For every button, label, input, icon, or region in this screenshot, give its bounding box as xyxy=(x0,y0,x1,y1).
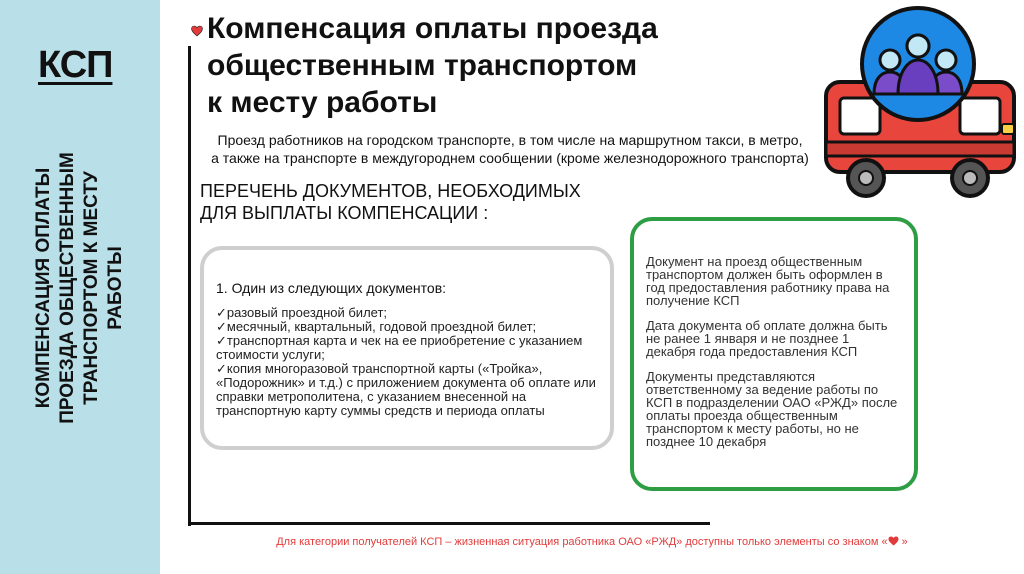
footer-text: Для категории получателей КСП – жизненная ситуация работника ОАО «РЖД» доступны только элементы со знаком « xyxy=(276,536,888,548)
note-paragraph: Документы представляются ответственному за ведение работы по КСП в подразделении ОАО «РЖД» после оплаты проезда общественным транспортом к месту работы, но не позднее 10 декабря xyxy=(646,369,898,449)
sidebar xyxy=(0,0,160,574)
title-line: общественным транспортом xyxy=(207,49,638,82)
list-item: ✓месячный, квартальный, годовой проездной билет; xyxy=(216,319,537,334)
frame-vertical-line xyxy=(188,46,191,526)
heart-icon xyxy=(191,25,203,37)
list-item: ✓разовый проездной билет; xyxy=(216,305,388,320)
subtitle-line: а также на транспорте в междугороднем сообщении (кроме железнодорожного транспорта) xyxy=(211,150,809,166)
page-title xyxy=(207,10,787,121)
note-paragraph: Документ на проезд общественным транспортом должен быть оформлен в год предоставления работнику права на получение КСП xyxy=(646,254,890,308)
documents-list-box xyxy=(200,246,614,450)
frame-horizontal-line xyxy=(188,522,710,525)
documents-list-heading: 1. Один из следующих документов: xyxy=(216,280,447,296)
note-paragraph: Дата документа об оплате должна быть не ранее 1 января и не позднее 1 декабря года предоставления КСП xyxy=(646,318,888,359)
subtitle-line: Проезд работников на городском транспорте, в том числе на маршрутном такси, в метро, xyxy=(217,132,803,148)
notes-box xyxy=(630,217,918,491)
bus-passengers-icon xyxy=(818,2,1024,202)
list-item: ✓копия многоразовой транспортной карты («Тройка», «Подорожник» и т.д.) с приложением документа об оплате или справки метрополитена, с указанием внесенной на транспортную карту суммы средств и периода оплаты xyxy=(216,361,596,418)
sidebar-vertical-title: КОМПЕНСАЦИЯ ОПЛАТЫ ПРОЕЗДА ОБЩЕСТВЕННЫМ ТРАНСПОРТОМ К МЕСТУ РАБОТЫ xyxy=(33,152,126,424)
title-line: Компенсация оплаты проезда xyxy=(207,12,658,45)
documents-heading-line: ПЕРЕЧЕНЬ ДОКУМЕНТОВ, НЕОБХОДИМЫХ xyxy=(200,181,581,201)
documents-heading-line: ДЛЯ ВЫПЛАТЫ КОМПЕНСАЦИИ : xyxy=(200,203,489,223)
documents-heading xyxy=(200,180,620,224)
footer-note xyxy=(160,536,1024,548)
list-item: ✓транспортная карта и чек на ее приобретение с указанием стоимости услуги; xyxy=(216,333,583,362)
footer-text-end: » xyxy=(898,536,908,548)
sidebar-abbreviation: КСП xyxy=(38,44,113,86)
heart-icon xyxy=(888,536,899,546)
title-line: к месту работы xyxy=(207,86,438,119)
page-subtitle xyxy=(200,131,820,167)
